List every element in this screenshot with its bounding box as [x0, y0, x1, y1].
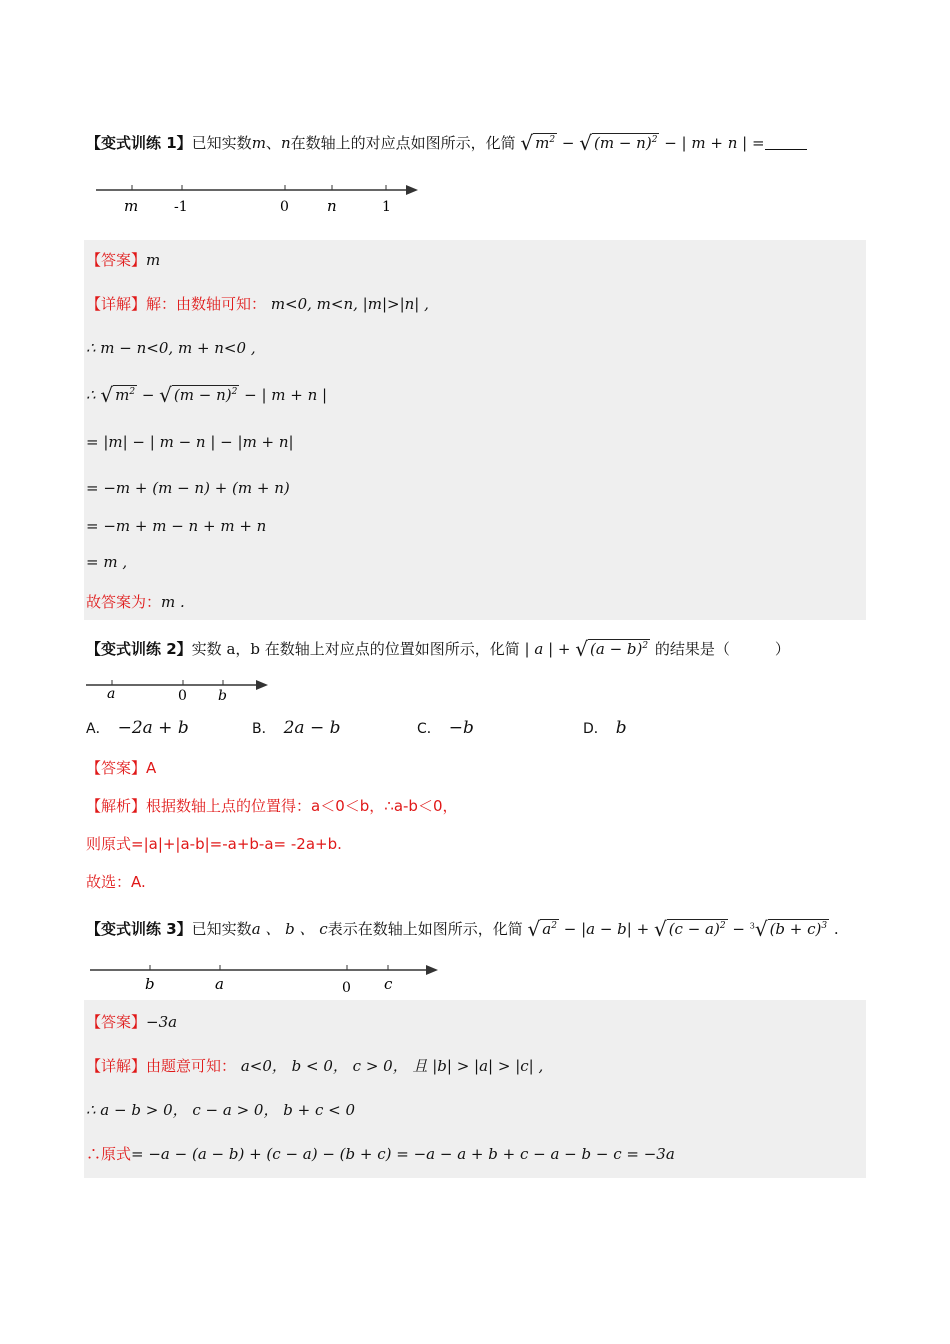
step-line-4: = −m + (m − n) + (m + n) — [86, 479, 290, 497]
axis-label-neg1: -1 — [174, 199, 188, 215]
step-line-2: ∴ √ $m^2$ − √ $(m - n)^2$ − | m + n | — [86, 383, 328, 407]
option-b[interactable] — [252, 718, 341, 738]
detail-tag: 【详解】 — [86, 1057, 147, 1075]
option-a-value: −2a + b — [117, 718, 189, 738]
number-line-3 — [86, 960, 446, 996]
option-a-label: A． — [86, 721, 110, 737]
axis-label-zero: 0 — [280, 199, 289, 215]
sqrt-m-squared-2: √ $m^2$ — [100, 383, 136, 407]
option-d-label: D． — [583, 721, 608, 737]
exercise-2-tag: 【变式训练 2】 — [86, 640, 192, 658]
exercise-2-answer — [86, 758, 866, 778]
exercise-2-line-2: 故选：A. — [86, 873, 146, 891]
option-c-label: C． — [417, 721, 441, 737]
option-d-value: b — [615, 718, 627, 738]
answer-value: m — [146, 251, 161, 269]
answer-value: A — [146, 759, 157, 777]
option-d[interactable] — [583, 718, 627, 738]
option-b-label: B． — [252, 721, 276, 737]
analysis-tag: 【解析】 — [86, 797, 147, 815]
original-expression-label: ∴原式 — [86, 1145, 132, 1163]
exercise-2-expr: | a | + — [524, 640, 571, 658]
var-n: n — [280, 134, 291, 152]
number-line-2 — [84, 676, 274, 706]
exercise-2-line-1: 则原式=|a|+|a-b|=-a+b-a= -2a+b. — [86, 835, 342, 853]
answer-tag: 【答案】 — [86, 759, 147, 777]
exercise-3-tag: 【变式训练 3】 — [86, 920, 192, 938]
sqrt-a-minus-b-squared: √ $(a - b)^2$ — [575, 637, 649, 661]
sqrt-m-minus-n-squared: √ $(m - n)^2$ — [579, 131, 658, 155]
axis-label-b: b — [218, 688, 227, 704]
detail-tag: 【详解】 — [86, 295, 147, 313]
detail-intro: 解：由数轴可知： — [146, 295, 267, 313]
detail-condition: a<0， b < 0， c > 0， 且 |b| > |a| > |c| , — [240, 1057, 544, 1075]
exercise-3-expr-end: . — [833, 920, 839, 938]
exercise-1-expr-tail: − | m + n | = — [664, 134, 765, 152]
var-m: m — [251, 134, 266, 152]
exercise-3-line-2-expr: = −a − (a − b) + (c − a) − (b + c) = −a − a + b + c − a − b − c = −3a — [131, 1145, 675, 1163]
step-line-6: = m , — [86, 553, 128, 571]
axis-label-a: a — [107, 686, 116, 702]
analysis-text: 根据数轴上点的位置得：a＜0＜b，∴a-b＜0， — [146, 797, 458, 815]
exercise-3-line-1: ∴ a − b > 0， c − a > 0， b + c < 0 — [86, 1101, 355, 1119]
exercise-1-text-pre: 已知实数 — [191, 134, 252, 152]
option-b-value: 2a − b — [283, 718, 341, 738]
exercise-1-tag: 【变式训练 1】 — [86, 134, 192, 152]
final-label: 故答案为： — [86, 593, 162, 611]
number-line-1 — [90, 178, 430, 218]
exercise-1-final — [86, 592, 866, 612]
answer-tag: 【答案】 — [86, 251, 147, 269]
axis-label-a: a — [215, 975, 224, 993]
exercise-3-question: 【变式训练 3】已知实数a 、 b 、 c表示在数轴上如图所示，化简 √ $a^2 - |a - b|$ + √ $(c - a)^2 - ^3√$ $(b + c)^3$ . — [86, 917, 839, 941]
separator: 、 — [265, 134, 281, 152]
exercise-2-text-post: 的结果是（ ） — [654, 640, 790, 658]
axis-label-zero: 0 — [342, 980, 351, 996]
sqrt-m-squared: √ $m^2$ — [520, 131, 556, 155]
exercise-3-text-mid: 表示在数轴上如图所示，化简 — [327, 920, 523, 938]
axis-label-m: m — [124, 197, 139, 215]
axis-label-one: 1 — [382, 199, 391, 215]
detail-condition: m<0, m<n, |m|>|n| , — [270, 295, 429, 313]
option-a[interactable] — [86, 718, 189, 738]
axis-label-zero: 0 — [178, 688, 187, 704]
therefore-symbol: ∴ — [86, 386, 96, 404]
step-line-2-tail: − | m + n | — [244, 386, 328, 404]
answer-tag: 【答案】 — [86, 1013, 147, 1031]
axis-label-n: n — [327, 197, 337, 215]
exercise-2-text: 实数 a，b 在数轴上对应点的位置如图所示，化简 — [191, 640, 520, 658]
axis-label-c: c — [384, 975, 393, 993]
exercise-1-question: 【变式训练 1】已知实数m、n在数轴上的对应点如图所示，化简 √ $m^2$ − √ $(m - n)^2$ − | m + n | = — [86, 130, 866, 153]
exercise-1-answer — [86, 250, 866, 270]
option-c[interactable] — [417, 718, 474, 738]
cbrt-b-plus-c-cubed: $^3$√ $(b + c)^3$ — [749, 917, 828, 941]
exercise-3-answer — [86, 1012, 866, 1032]
exercise-3-text-pre: 已知实数 — [191, 920, 252, 938]
sqrt-c-minus-a-squared: √ $(c - a)^2$ — [653, 917, 726, 941]
exercise-3-line-2 — [86, 1144, 866, 1164]
sqrt-m-minus-n-squared-2: √ $(m - n)^2$ — [159, 383, 238, 407]
detail-intro: 由题意可知： — [146, 1057, 237, 1075]
axis-label-b: b — [145, 975, 155, 993]
exercise-3-expr-mid: − |a − b| + — [563, 920, 650, 938]
exercise-3-detail — [86, 1056, 866, 1076]
step-line-5: = −m + m − n + m + n — [86, 517, 267, 535]
exercise-1-text-mid: 在数轴上的对应点如图所示，化简 — [290, 134, 516, 152]
exercise-1-detail — [86, 294, 866, 314]
exercise-3-vars: a 、 b 、 c — [251, 920, 328, 938]
option-c-value: −b — [448, 718, 474, 738]
answer-value: −3a — [146, 1013, 178, 1031]
exercise-2-question — [86, 636, 866, 659]
exercise-2-analysis — [86, 796, 866, 816]
step-line-3: = |m| − | m − n | − |m + n| — [86, 433, 294, 451]
step-line-1: ∴ m − n<0, m + n<0 , — [86, 339, 256, 357]
final-value: m . — [161, 593, 185, 611]
answer-blank — [765, 135, 807, 150]
sqrt-a-squared: √ $a^2$ — [527, 917, 557, 941]
